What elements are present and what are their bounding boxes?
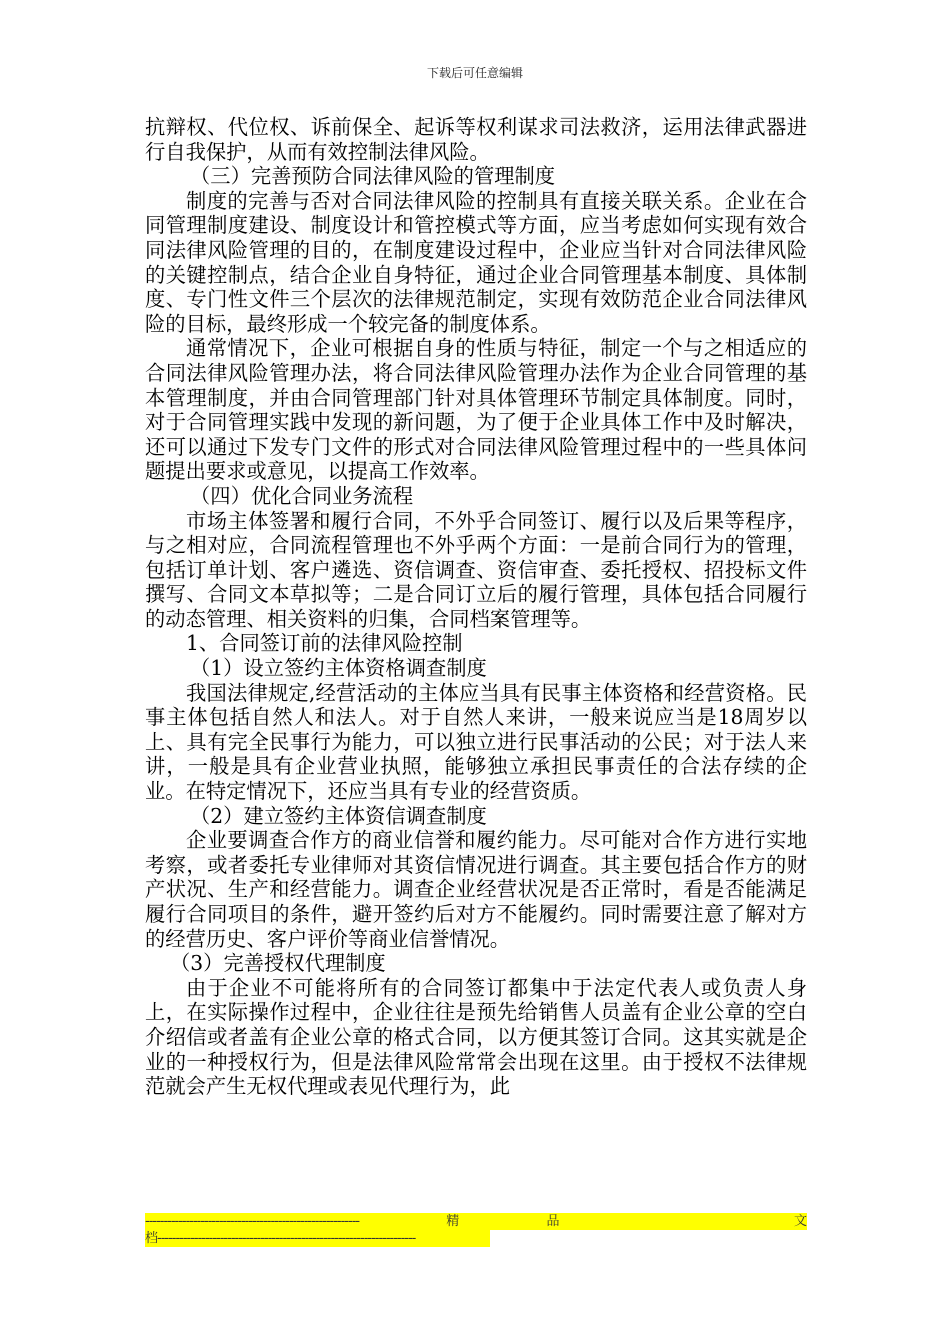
paragraph: 通常情况下，企业可根据自身的性质与特征，制定一个与之相适应的合同法律风险管理办法，将合同法律风险管理办法作为企业合同管理的基本管理制度，并由合同管理部门针对具体管理环节制定具体制度。同时，对于合同管理实践中发现的新问题，为了便于企业具体工作中及时解决，还可以通过下发专门文件的形式对合同法律风险管理过程中的一些具体问题提出要求或意见，以提高工作效率。 — [145, 336, 807, 484]
footer-banner-line2: 档---------------------------------------------------------------------- — [145, 1230, 490, 1247]
page-footer — [145, 1213, 807, 1252]
subsection-heading: （1）设立签约主体资格调查制度 — [190, 656, 487, 681]
paragraph: 市场主体签署和履行合同，不外乎合同签订、履行以及后果等程序，与之相对应，合同流程管理也不外乎两个方面：一是前合同行为的管理，包括订单计划、客户遴选、资信调查、资信审查、委托授权、招投标文件撰写、合同文本草拟等；二是合同订立后的履行管理，具体包括合同履行的动态管理、相关资料的归集，合同档案管理等。 — [145, 508, 807, 631]
document-body — [145, 115, 807, 1099]
section-heading: （四）优化合同业务流程 — [190, 483, 414, 508]
section-heading: （三）完善预防合同法律风险的管理制度 — [190, 164, 556, 189]
paragraph: 我国法律规定,经营活动的主体应当具有民事主体资格和经营资格。民事主体包括自然人和法人。对于自然人来讲，一般来说应当是18周岁以上、具有完全民事行为能力，可以独立进行民事活动的公民；对于法人来讲，一般是具有企业营业执照，能够独立承担民事责任的合法存续的企业。在特定情况下，还应当具有专业的经营资质。 — [145, 680, 807, 804]
footer-char: 品 — [546, 1214, 560, 1229]
footer-spacer — [647, 1213, 707, 1230]
footer-char: 精 — [446, 1214, 460, 1229]
subsection-heading: （3）完善授权代理制度 — [170, 951, 386, 976]
paragraph: 由于企业不可能将所有的合同签订都集中于法定代表人或负责人身上，在实际操作过程中，企业往往是预先给销售人员盖有企业公章的空白介绍信或者盖有企业公章的格式合同，以方便其签订合同。这其实就是企业的一种授权行为，但是法律风险常常会出现在这里。由于授权不法律规范就会产生无权代理或表见代理行为，此 — [145, 975, 807, 1099]
footer-dashes: ---------------------------------------------------------- — [145, 1214, 360, 1229]
subsection-heading: 1、合同签订前的法律风险控制 — [186, 631, 463, 656]
paragraph: 企业要调查合作方的商业信誉和履约能力。尽可能对合作方进行实地考察，或者委托专业律师对其资信情况进行调查。其主要包括合作方的财产状况、生产和经营能力。调查企业经营状况是否正常时，看是否能满足履行合同项目的条件，避开签约后对方不能履约。同时需要注意了解对方的经营历史、客户评价等商业信誉情况。 — [145, 828, 807, 951]
footer-banner — [145, 1213, 807, 1230]
page-header: 下载后可任意编辑 — [426, 66, 523, 80]
subsection-heading: （2）建立签约主体资信调查制度 — [190, 803, 487, 828]
footer-char: 文 — [793, 1214, 807, 1229]
paragraph: 制度的完善与否对合同法律风险的控制具有直接关联关系。企业在合同管理制度建设、制度设计和管控模式等方面，应当考虑如何实现有效合同法律风险管理的目的，在制度建设过程中，企业应当针对合同法律风险的关键控制点，结合企业自身特征，通过企业合同管理基本制度、具体制度、专门性文件三个层次的法律规范制定，实现有效防范企业合同法律风险的目标，最终形成一个较完备的制度体系。 — [145, 188, 807, 336]
paragraph: 抗辩权、代位权、诉前保全、起诉等权利谋求司法救济，运用法律武器进行自我保护，从而有效控制法律风险。 — [145, 115, 807, 164]
